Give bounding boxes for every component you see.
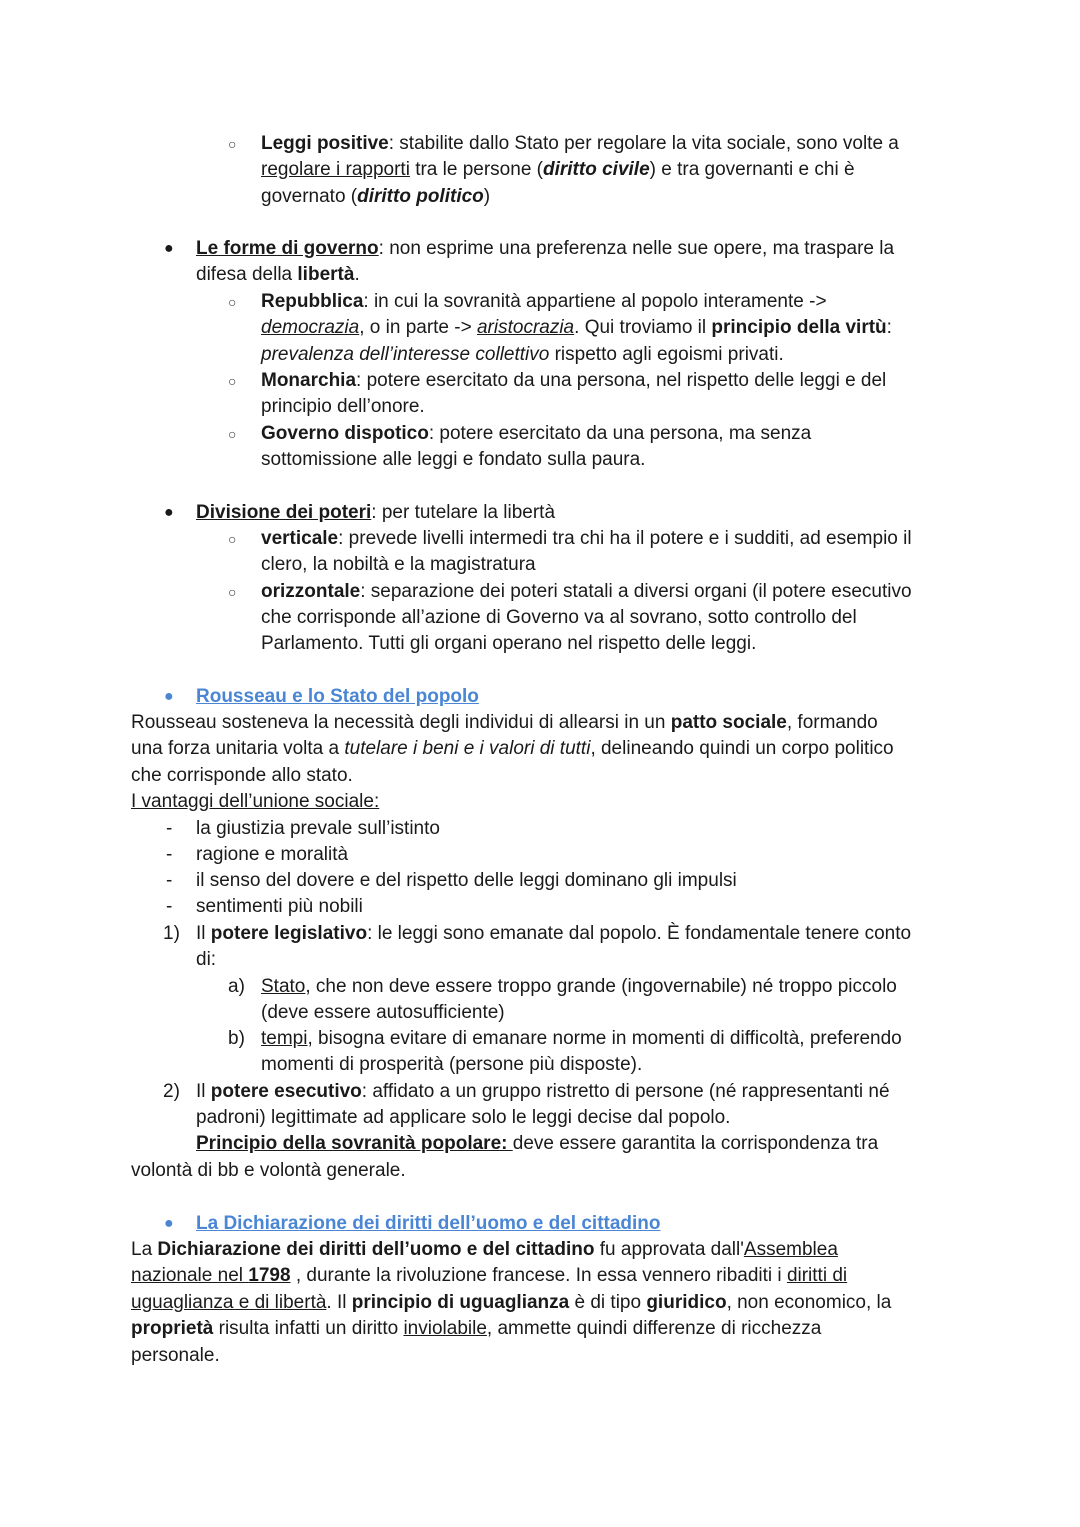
- legislativo-line-1: Il potere legislativo: le leggi sono emanate dal popolo. È fondamentale tenere conto: [196, 923, 912, 944]
- orizzontale-line-2: che corrisponde all’azione di Governo va al sovrano, sotto controllo del: [261, 607, 857, 628]
- repubblica-line-2: democrazia, o in parte -> aristocrazia. Qui troviamo il principio della virtù:: [261, 317, 892, 338]
- disc-bullet-icon: ●: [164, 504, 174, 521]
- dichiarazione-line-4: proprietà risulta infatti un diritto inviolabile, ammette quindi differenze di ricchezza: [131, 1318, 822, 1339]
- list-number: 1): [163, 923, 180, 944]
- esecutivo-line-2: padroni) legittimate ad applicare solo le leggi decise dal popolo.: [196, 1107, 731, 1128]
- disc-bullet-icon: ●: [164, 240, 174, 257]
- stato-line-2: (deve essere autosufficiente): [261, 1002, 505, 1023]
- circle-bullet-icon: ○: [228, 584, 237, 600]
- tempi-line-1: tempi, bisogna evitare di emanare norme in momenti di difficoltà, preferendo: [261, 1028, 902, 1049]
- dispotico-line-1: Governo dispotico: potere esercitato da una persona, ma senza: [261, 423, 812, 444]
- dichiarazione-line-5: personale.: [131, 1345, 220, 1366]
- circle-bullet-icon: ○: [228, 373, 237, 389]
- verticale-line-1: verticale: prevede livelli intermedi tra chi ha il potere e i sudditi, ad esempio il: [261, 528, 912, 549]
- dash-bullet-icon: -: [166, 896, 173, 917]
- forme-governo-line-1: Le forme di governo: non esprime una preferenza nelle sue opere, ma traspare la: [196, 238, 895, 259]
- forme-governo-line-2: difesa della libertà.: [196, 264, 360, 285]
- dichiarazione-line-1: La Dichiarazione dei diritti dell’uomo e del cittadino fu approvata dall'Assemblea: [131, 1239, 838, 1260]
- dispotico-line-2: sottomissione alle leggi e fondato sulla paura.: [261, 449, 646, 470]
- disc-bullet-icon: ●: [164, 688, 174, 705]
- monarchia-line-2: principio dell’onore.: [261, 396, 425, 417]
- circle-bullet-icon: ○: [228, 531, 237, 547]
- leggi-positive-line-2: regolare i rapporti tra le persone (diritto civile) e tra governanti e chi è: [261, 159, 855, 180]
- vantaggio-item: il senso del dovere e del rispetto delle leggi dominano gli impulsi: [196, 870, 737, 891]
- divisione-line-1: Divisione dei poteri: per tutelare la libertà: [196, 502, 556, 523]
- legislativo-line-2: di:: [196, 949, 217, 970]
- dichiarazione-line-3: uguaglianza e di libertà. Il principio di uguaglianza è di tipo giuridico, non economico, la: [131, 1292, 892, 1313]
- vantaggi-title: I vantaggi dell’unione sociale:: [131, 791, 380, 812]
- list-number: 2): [163, 1081, 180, 1102]
- disc-bullet-icon: ●: [164, 1215, 174, 1232]
- rousseau-para-line-1: Rousseau sosteneva la necessità degli individui di allearsi in un patto sociale, formando: [131, 712, 878, 733]
- rousseau-para-line-2: una forza unitaria volta a tutelare i beni e i valori di tutti, delineando quindi un corpo politico: [131, 738, 894, 759]
- dichiarazione-line-2: nazionale nel 1798 , durante la rivoluzione francese. In essa vennero ribaditi i diritti di: [131, 1265, 848, 1286]
- stato-line-1: Stato, che non deve essere troppo grande (ingovernabile) né troppo piccolo: [261, 976, 897, 997]
- list-letter: a): [228, 976, 245, 997]
- verticale-line-2: clero, la nobiltà e la magistratura: [261, 554, 536, 575]
- orizzontale-line-1: orizzontale: separazione dei poteri statali a diversi organi (il potere esecutivo: [261, 581, 912, 602]
- monarchia-line-1: Monarchia: potere esercitato da una persona, nel rispetto delle leggi e del: [261, 370, 887, 391]
- circle-bullet-icon: ○: [228, 426, 237, 442]
- leggi-positive-line-3: governato (diritto politico): [261, 186, 491, 207]
- tempi-line-2: momenti di prosperità (persone più disposte).: [261, 1054, 643, 1075]
- dichiarazione-heading-link[interactable]: La Dichiarazione dei diritti dell’uomo e del cittadino: [196, 1213, 661, 1234]
- dash-bullet-icon: -: [166, 844, 173, 865]
- circle-bullet-icon: ○: [228, 136, 237, 152]
- vantaggio-item: sentimenti più nobili: [196, 896, 363, 917]
- dash-bullet-icon: -: [166, 870, 173, 891]
- vantaggio-item: la giustizia prevale sull’istinto: [196, 818, 440, 839]
- rousseau-para-line-3: che corrisponde allo stato.: [131, 765, 353, 786]
- sovranita-line-1: Principio della sovranità popolare: deve essere garantita la corrispondenza tra: [196, 1133, 879, 1154]
- repubblica-line-1: Repubblica: in cui la sovranità appartiene al popolo interamente ->: [261, 291, 827, 312]
- dash-bullet-icon: -: [166, 818, 173, 839]
- circle-bullet-icon: ○: [228, 294, 237, 310]
- orizzontale-line-3: Parlamento. Tutti gli organi operano nel rispetto delle leggi.: [261, 633, 757, 654]
- sovranita-line-2: volontà di bb e volontà generale.: [131, 1160, 406, 1181]
- rousseau-heading-link[interactable]: Rousseau e lo Stato del popolo: [196, 686, 479, 707]
- esecutivo-line-1: Il potere esecutivo: affidato a un gruppo ristretto di persone (né rappresentanti né: [196, 1081, 890, 1102]
- vantaggio-item: ragione e moralità: [196, 844, 349, 865]
- repubblica-line-3: prevalenza dell’interesse collettivo rispetto agli egoismi privati.: [261, 344, 784, 365]
- leggi-positive-line-1: Leggi positive: stabilite dallo Stato per regolare la vita sociale, sono volte a: [261, 133, 899, 154]
- list-letter: b): [228, 1028, 245, 1049]
